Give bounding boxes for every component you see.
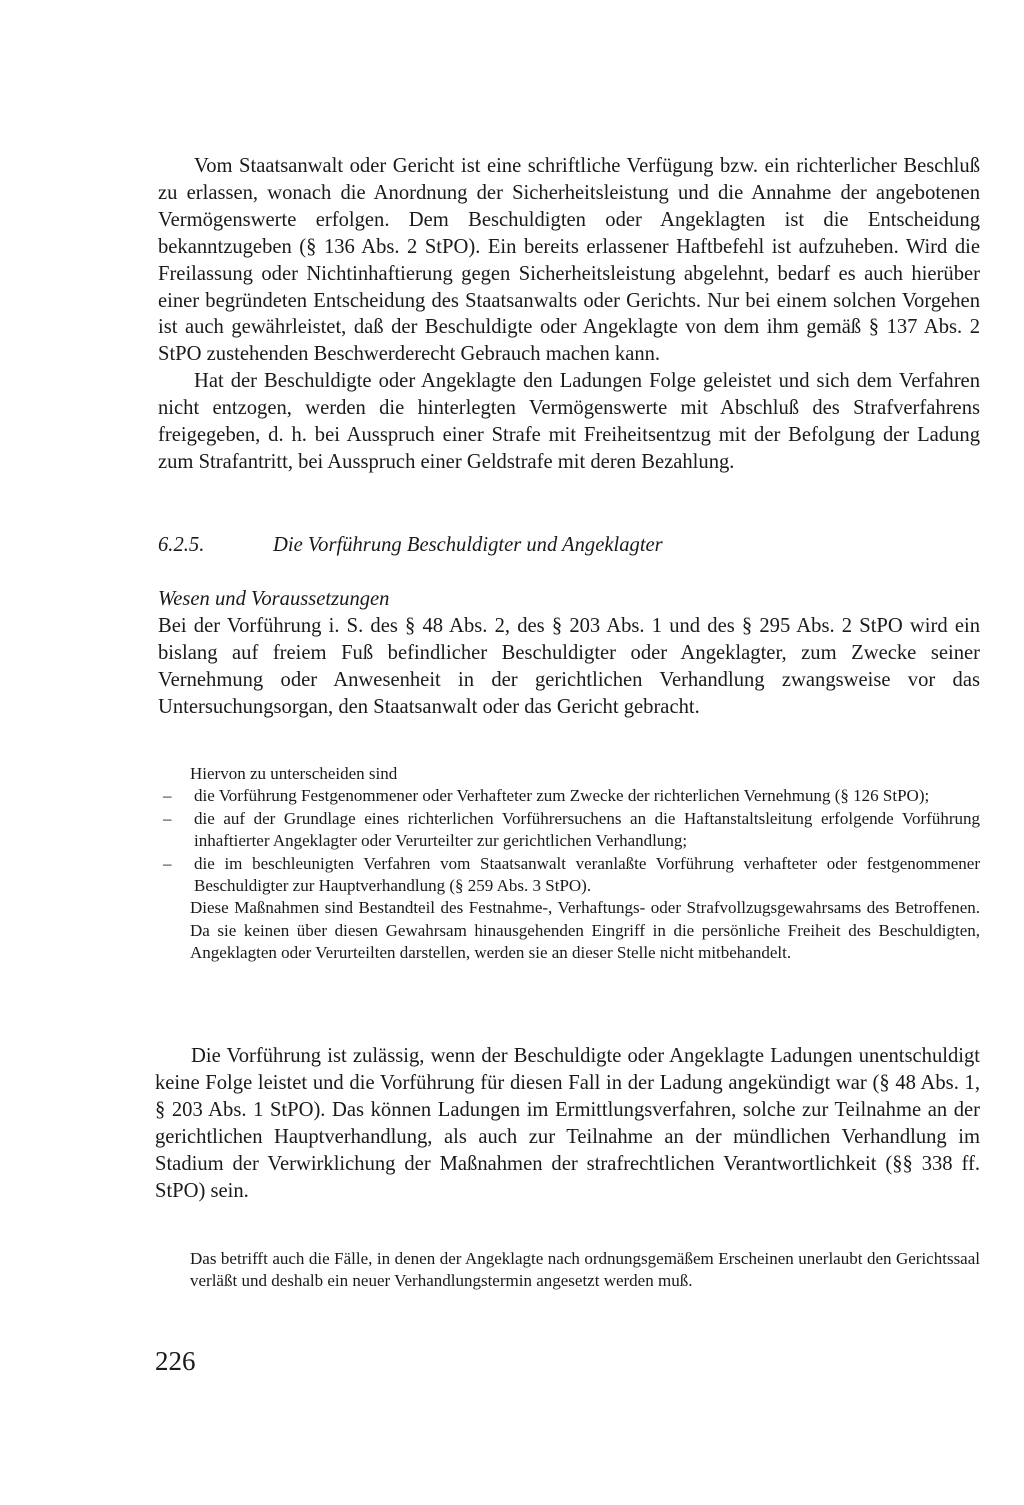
intro-block [158,153,980,476]
dash-bullet: – [163,786,172,806]
note-courtroom-text: Das betrifft auch die Fälle, in denen der Angeklagte nach ordnungsgemäßem Erscheinen unerlaubt den Gerichtssaal verläßt und deshalb ein neuer Verhandlungstermin angesetzt werden muß. [190,1249,980,1291]
dash-bullet: – [163,853,172,873]
paragraph-security-order: Vom Staatsanwalt oder Gericht ist eine schriftliche Verfügung bzw. ein richterlicher Beschluß zu erlassen, wonach die Anordnung der Sicherheitsleistung und die Annahme der angebotenen Vermögenswerte erfolgen. Dem Beschuldigten oder Angeklagten ist die Entscheidung bekanntzugeben (§ 136 Abs. 2 StPO). Ein bereits erlassener Haftbefehl ist aufzuheben. Wird die Freilassung oder Nichtinhaftierung gegen Sicherheitsleistung abgelehnt, bedarf es auch hierüber einer begründeten Entscheidung des Staatsanwalts oder Gerichts. Nur bei einem solchen Vorgehen ist auch gewährleistet, daß der Beschuldigte oder Angeklagte von dem ihm gemäß § 137 Abs. 2 StPO zustehenden Beschwerderecht Gebrauch machen kann. [158,155,980,366]
list-item: – die Vorführung Festgenommener oder Verhafteter zum Zwecke der richterlichen Vernehmung (§ 126 StPO); [160,785,980,807]
list-item: – die auf der Grundlage eines richterlichen Vorführersuchens an die Haftanstaltsleitung erfolgende Vorführung inhaftierter Angeklagter oder Verurteilter zur gerichtlichen Verhandlung; [163,808,980,851]
distinction-list [160,785,980,897]
note-outro: Diese Maßnahmen sind Bestandteil des Festnahme-, Verhaftungs- oder Strafvollzugsgewahrsams des Betroffenen. Da sie keinen über diesen Gewahrsam hinausgehenden Eingriff in die persönliche Freiheit des Beschuldigten, Angeklagten oder Verurteilten darstellen, werden sie an dieser Stelle nicht mitbehandelt. [190,898,980,963]
note-courtroom [190,1248,980,1293]
page-number: 226 [155,1346,196,1376]
note-distinctions [163,763,980,965]
paragraph-definition: Bei der Vorführung i. S. des § 48 Abs. 2, des § 203 Abs. 1 und des § 295 Abs. 2 StPO wird ein bislang auf freiem Fuß befindlicher Beschuldigter oder Angeklagter, zum Zwecke seiner Vernehmung oder Anwesenheit in der gerichtlichen Verhandlung zwangsweise vor das Untersuchungsorgan, den Staatsanwalt oder das Gericht gebracht. [158,615,980,718]
note-intro: Hiervon zu unterscheiden sind [190,764,398,783]
list-item: – die im beschleunigten Verfahren vom Staatsanwalt veranlaßte Vorführung verhafteter oder festgenommener Beschuldigter zur Hauptverhandlung (§ 259 Abs. 3 StPO). [163,853,980,896]
paragraph-admissibility: Die Vorführung ist zulässig, wenn der Beschuldigte oder Angeklagte Ladungen unentschuldigt keine Folge leistet und die Vorführung für diesen Fall in der Ladung angekündigt war (§ 48 Abs. 1, § 203 Abs. 1 StPO). Das können Ladungen im Ermittlungsverfahren, solche zur Teilnahme an der gerichtlichen Hauptverhandlung, als auch zur Teilnahme an der mündlichen Verhandlung im Stadium der Verwirklichung der Maßnahmen der strafrechtlichen Verantwortlichkeit (§§ 338 ff. StPO) sein. [155,1045,980,1202]
paragraph-release-assets: Hat der Beschuldigte oder Angeklagte den Ladungen Folge geleistet und sich dem Verfahren nicht entzogen, werden die hinterlegten Vermögenswerte mit Abschluß des Strafverfahrens freigegeben, d. h. bei Ausspruch einer Strafe mit Freiheitsentzug mit der Befolgung der Ladung zum Strafantritt, bei Ausspruch einer Geldstrafe mit deren Bezahlung. [158,370,980,473]
dash-bullet: – [163,808,172,828]
subsection-title: Wesen und Voraussetzungen [158,588,390,610]
section-title: Die Vorführung Beschuldigter und Angeklagter [273,534,663,556]
admissibility-block [155,1043,980,1204]
subsection-block [158,586,980,721]
section-number: 6.2.5. [158,534,205,556]
